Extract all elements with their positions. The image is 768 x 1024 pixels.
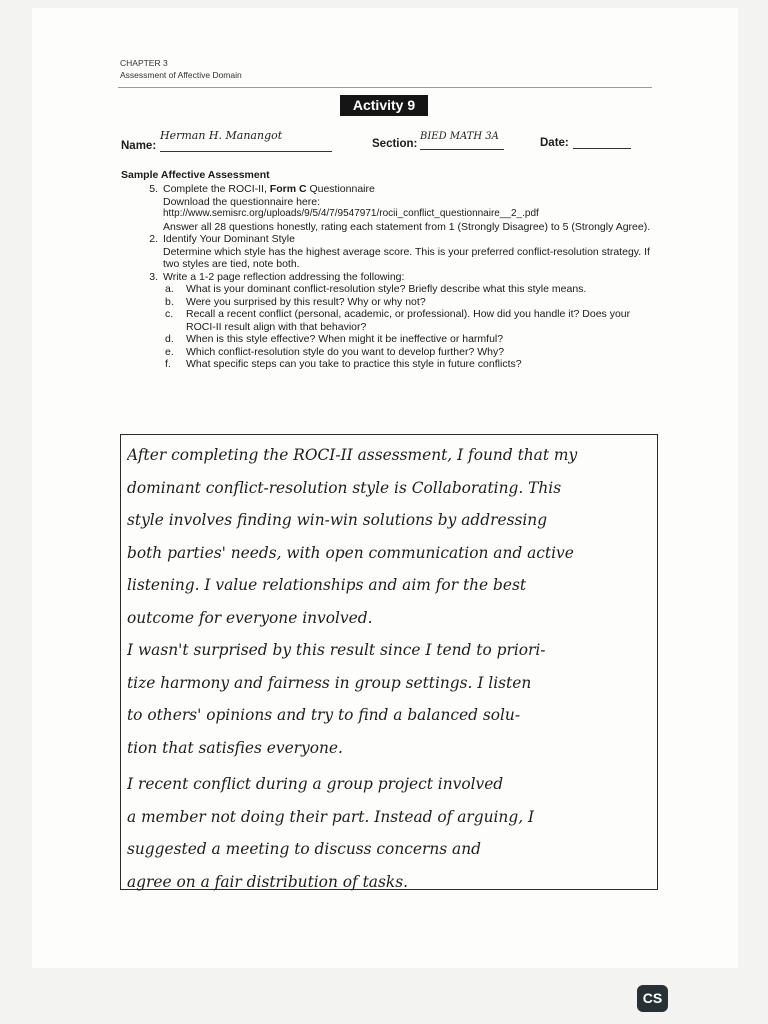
handwritten-answer <box>127 439 653 898</box>
answer-line: suggested a meeting to discuss concerns and <box>127 840 481 858</box>
answer-line: I wasn't surprised by this result since I tend to priori- <box>127 641 546 659</box>
name-underline <box>160 151 332 152</box>
answer-line: both parties' needs, with open communication and active <box>127 543 574 562</box>
instructions-list <box>140 183 660 371</box>
item-number: 2. <box>149 233 158 245</box>
instruction-item-5 <box>140 183 660 233</box>
answer-line: to others' opinions and try to find a balanced solu- <box>127 706 521 724</box>
item-title: Identify Your Dominant Style <box>163 233 295 245</box>
section-label: Section: <box>372 138 418 150</box>
answer-line: listening. I value relationships and aim for the best <box>127 576 527 594</box>
reflection-questions <box>163 283 660 371</box>
answer-line: tion that satisfies everyone. <box>127 738 343 757</box>
handwritten-answer-box <box>120 434 658 890</box>
answer-line: outcome for everyone involved. <box>127 608 373 627</box>
section-value: BIED MATH 3A <box>420 131 499 142</box>
assessment-heading: Sample Affective Assessment <box>121 169 270 181</box>
instruction-item-3 <box>140 271 660 371</box>
answer-line: dominant conflict-resolution style is Collaborating. This <box>127 478 562 497</box>
answer-line: I recent conflict during a group project involved <box>127 775 504 793</box>
questionnaire-link[interactable]: http://www.semisrc.org/uploads/9/5/4/7/9547971/rocii_conflict_questionnaire__2_.pdf <box>163 208 539 219</box>
answer-line: agree on a fair distribution of tasks. <box>127 872 408 891</box>
item-number: 3. <box>149 270 158 283</box>
question-e: e. Which conflict-resolution style do you want to develop further? Why? <box>165 345 505 358</box>
section-underline <box>420 149 504 150</box>
question-f: f. What specific steps can you take to practice this style in future conflicts? <box>165 358 522 370</box>
date-label: Date: <box>540 137 569 149</box>
header-divider <box>118 87 652 88</box>
answer-line: style involves finding win-win solutions by addressing <box>127 511 548 529</box>
answer-line: After completing the ROCI-II assessment, I found that my <box>127 446 578 464</box>
activity-title: Activity 9 <box>340 95 428 116</box>
camscanner-logo-icon: CS <box>637 985 668 1012</box>
question-d: d. When is this style effective? When might it be ineffective or harmful? <box>165 333 504 345</box>
question-c: c. Recall a recent conflict (personal, academic, or professional). How did you handle it? Does your ROCI-II result align with that behavior? <box>165 308 631 333</box>
item-title: Write a 1-2 page reflection addressing the following: <box>163 270 405 283</box>
question-a: a. What is your dominant conflict-resolution style? Briefly describe what this style means. <box>165 283 587 295</box>
question-b: b. Were you surprised by this result? Why or why not? <box>165 295 426 308</box>
name-label: Name: <box>121 140 157 152</box>
name-value: Herman H. Manangot <box>160 129 283 142</box>
chapter-header <box>120 57 242 81</box>
date-underline <box>573 148 631 149</box>
answer-line: a member not doing their part. Instead of arguing, I <box>127 807 535 826</box>
item-number: 5. <box>149 183 158 195</box>
answer-line: tize harmony and fairness in group settings. I listen <box>127 673 532 692</box>
chapter-label: CHAPTER 3 <box>120 58 168 68</box>
item-download-text: Download the questionnaire here: <box>163 195 321 208</box>
item-answer-instruction: Answer all 28 questions honestly, rating each statement from 1 (Strongly Disagree) to 5 (Strongly Agree). <box>163 220 651 233</box>
item-title: Complete the ROCI-II, Form C Questionnaire <box>163 183 375 195</box>
instruction-item-2 <box>140 233 660 271</box>
item-body: Determine which style has the highest average score. This is your preferred conflict-resolution strategy. If two styles are tied, note both. <box>163 245 650 270</box>
chapter-subtitle: Assessment of Affective Domain <box>120 70 242 80</box>
